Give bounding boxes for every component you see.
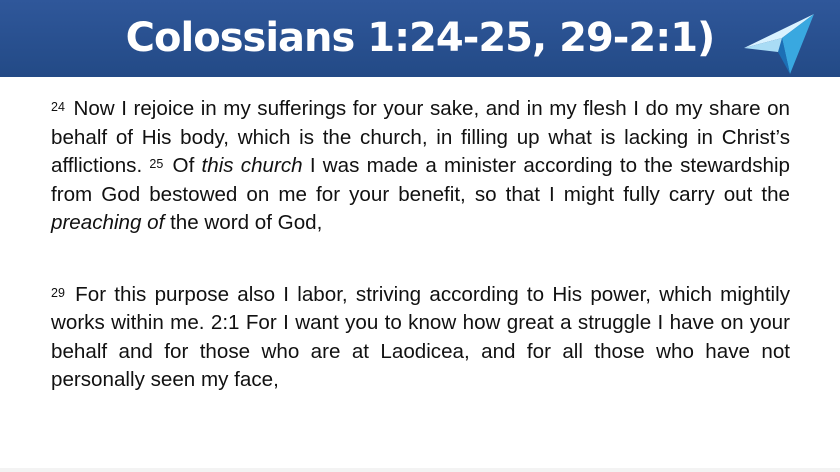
- verse-number: 25: [149, 157, 164, 171]
- italic-text: this church: [201, 154, 303, 177]
- scripture-passage: [51, 95, 790, 395]
- verse-number: 24: [51, 100, 65, 114]
- slide-bottom-edge: [0, 468, 840, 472]
- verse-number: 29: [51, 285, 65, 300]
- italic-text: preaching of: [51, 211, 165, 234]
- paragraph-gap: [51, 238, 790, 281]
- title-bar: [0, 0, 840, 77]
- slide-title: Colossians 1:24-25, 29-2:1): [125, 15, 715, 61]
- verse-text: I was made a minister according to the stewardship from God bestowed on me for your benefit, so that I might fully carry out the: [51, 154, 790, 206]
- paper-plane-icon: [738, 8, 818, 77]
- verse-text: Of: [165, 154, 202, 177]
- passage-verses-24-25: [51, 95, 790, 238]
- verse-text: the word of God,: [164, 211, 323, 234]
- passage-verses-29-2-1: [51, 281, 790, 395]
- verse-text: For this purpose also I labor, striving according to His power, which mightily works within me. 2:1 For I want you to know how great a struggle I have on your behalf and for those who are at Laodicea, and for all those who have not personally seen my face,: [51, 282, 790, 391]
- verse-text: Now I rejoice in my sufferings for your sake, and in my flesh I do my share on behalf of His body, which is the church, in filling up what is lacking in Christ’s afflictions.: [51, 97, 790, 177]
